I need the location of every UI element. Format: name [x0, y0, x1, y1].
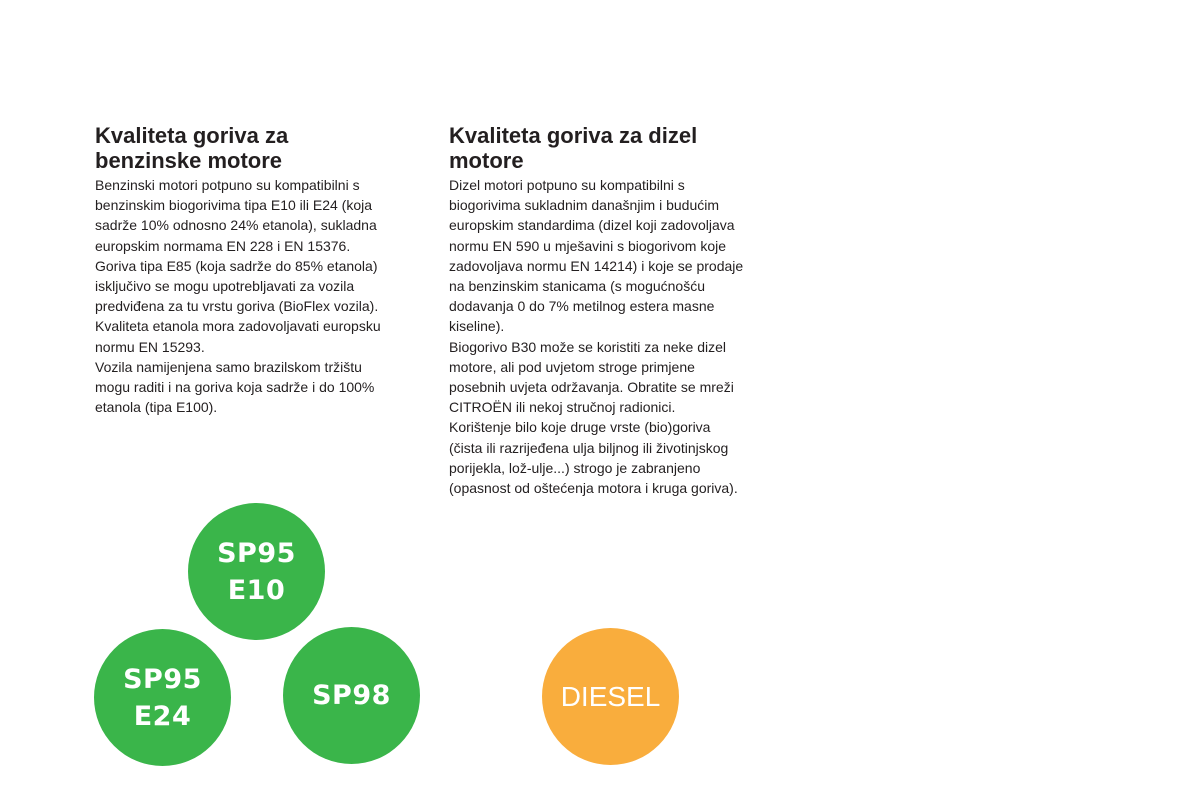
text-line: mogu raditi i na goriva koja sadrže i do 100% [95, 379, 375, 396]
text-line: porijekla, lož-ulje...) strogo je zabranjeno [449, 459, 701, 476]
text-line: na benzinskim stanicama (s mogućnošću [449, 278, 706, 295]
text-line: sadrže 10% odnosno 24% etanola), sukladna [95, 217, 377, 234]
petrol-paragraph-3 [95, 357, 425, 418]
text-line: Dizel motori potpuno su kompatibilni s [449, 177, 685, 193]
text-line: kiseline). [449, 318, 505, 335]
text-line: Goriva tipa E85 (koja sadrže do 85% etanola) [95, 257, 378, 274]
text-line: Biogorivo B30 može se koristiti za neke dizel [449, 338, 727, 355]
text-line: europskim normama EN 228 i EN 15376. [95, 237, 351, 254]
diesel-heading [449, 123, 779, 173]
text-line: posebnih uvjeta održavanja. Obratite se mreži [449, 379, 734, 396]
diesel-fuel-section [449, 123, 779, 498]
text-line: Vozila namijenjena samo brazilskom tržištu [95, 358, 362, 375]
badge-label: SP98 [312, 680, 391, 711]
badge-label-line2: E24 [133, 700, 192, 732]
petrol-paragraph-2 [95, 256, 425, 357]
text-line: (opasnost od oštećenja motora i kruga goriva). [449, 480, 738, 497]
text-line: Benzinski motori potpuno su kompatibilni s [95, 177, 360, 193]
badge-label-line1: SP95 [217, 537, 296, 569]
text-line: predviđena za tu vrstu goriva (BioFlex vozila). [95, 298, 379, 315]
petrol-paragraph-1 [95, 175, 425, 256]
petrol-heading-line2: benzinske motore [95, 148, 283, 173]
petrol-fuel-section [95, 123, 425, 417]
text-line: etanola (tipa E100). [95, 399, 218, 416]
badge-label: DIESEL [560, 680, 661, 712]
fuel-badge-diesel [542, 628, 679, 765]
diesel-paragraph-2 [449, 337, 779, 418]
fuel-badge-sp98 [283, 627, 420, 764]
text-line: (čista ili razrijeđena ulja biljnog ili životinjskog [449, 439, 729, 456]
text-line: isključivo se mogu upotrebljavati za vozila [95, 278, 355, 295]
text-line: motore, ali pod uvjetom stroge primjene [449, 358, 695, 375]
text-line: dodavanja 0 do 7% metilnog estera masne [449, 298, 715, 315]
text-line: biogorivima sukladnim današnjim i budućim [449, 197, 720, 214]
text-line: normu EN 15293. [95, 338, 205, 355]
diesel-heading-line1: Kvaliteta goriva za dizel [449, 123, 698, 148]
text-line: normu EN 590 u mješavini s biogorivom koje [449, 237, 727, 254]
text-line: CITROËN ili nekoj stručnoj radionici. [449, 399, 676, 416]
diesel-heading-line2: motore [449, 148, 524, 173]
petrol-heading [95, 123, 425, 173]
badge-label-line2: E10 [227, 574, 286, 606]
petrol-heading-line1: Kvaliteta goriva za [95, 123, 289, 148]
fuel-badge-sp95-e10 [188, 503, 325, 640]
text-line: zadovoljava normu EN 14214) i koje se prodaje [449, 257, 744, 274]
text-line: Kvaliteta etanola mora zadovoljavati europsku [95, 318, 381, 335]
text-line: benzinskim biogorivima tipa E10 ili E24 (koja [95, 197, 373, 214]
fuel-badge-sp95-e24 [94, 629, 231, 766]
diesel-paragraph-1 [449, 175, 779, 337]
badge-label-line1: SP95 [123, 663, 202, 695]
text-line: Korištenje bilo koje druge vrste (bio)goriva [449, 419, 711, 436]
diesel-paragraph-3 [449, 417, 779, 498]
text-line: europskim standardima (dizel koji zadovoljava [449, 217, 735, 234]
